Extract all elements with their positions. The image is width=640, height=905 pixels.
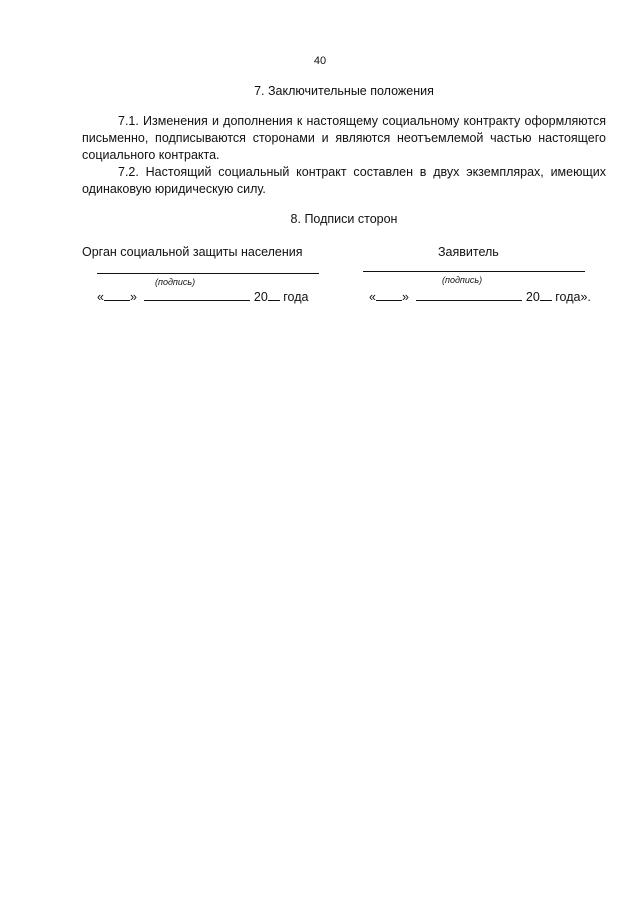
right-date-row <box>369 289 591 304</box>
left-date-row <box>97 289 308 304</box>
right-month-blank <box>416 289 522 301</box>
section-8-title: 8. Подписи сторон <box>290 212 398 226</box>
right-signature-caption: (подпись) <box>442 275 483 285</box>
left-date-close-quote: » <box>129 290 137 304</box>
page-number: 40 <box>313 55 327 67</box>
section-7-title: 7. Заключительные положения <box>254 84 434 98</box>
left-year-suffix: года <box>283 290 309 304</box>
right-signature-line <box>363 271 585 272</box>
right-year-prefix: 20 <box>525 290 540 304</box>
left-signature-line <box>97 273 319 274</box>
left-date-open-quote: « <box>97 290 104 304</box>
right-day-blank <box>376 289 402 301</box>
right-party-heading: Заявитель <box>438 245 499 259</box>
left-signature-caption: (подпись) <box>155 277 196 287</box>
right-year-suffix: года». <box>555 290 591 304</box>
left-year-blank <box>268 289 280 301</box>
left-party-heading: Орган социальной защиты населения <box>82 245 303 259</box>
right-year-blank <box>540 289 552 301</box>
left-month-blank <box>144 289 250 301</box>
right-date-close-quote: » <box>401 290 409 304</box>
left-day-blank <box>104 289 130 301</box>
left-year-prefix: 20 <box>253 290 268 304</box>
right-date-open-quote: « <box>369 290 376 304</box>
clause-7-1: 7.1. Изменения и дополнения к настоящему социальному контракту оформляются письменно, подписываются сторонами и являются неотъемлемой частью настоящего социального контракта. <box>82 114 606 162</box>
clause-7-2: 7.2. Настоящий социальный контракт составлен в двух экземплярах, имеющих одинаковую юридическую силу. <box>82 165 606 196</box>
